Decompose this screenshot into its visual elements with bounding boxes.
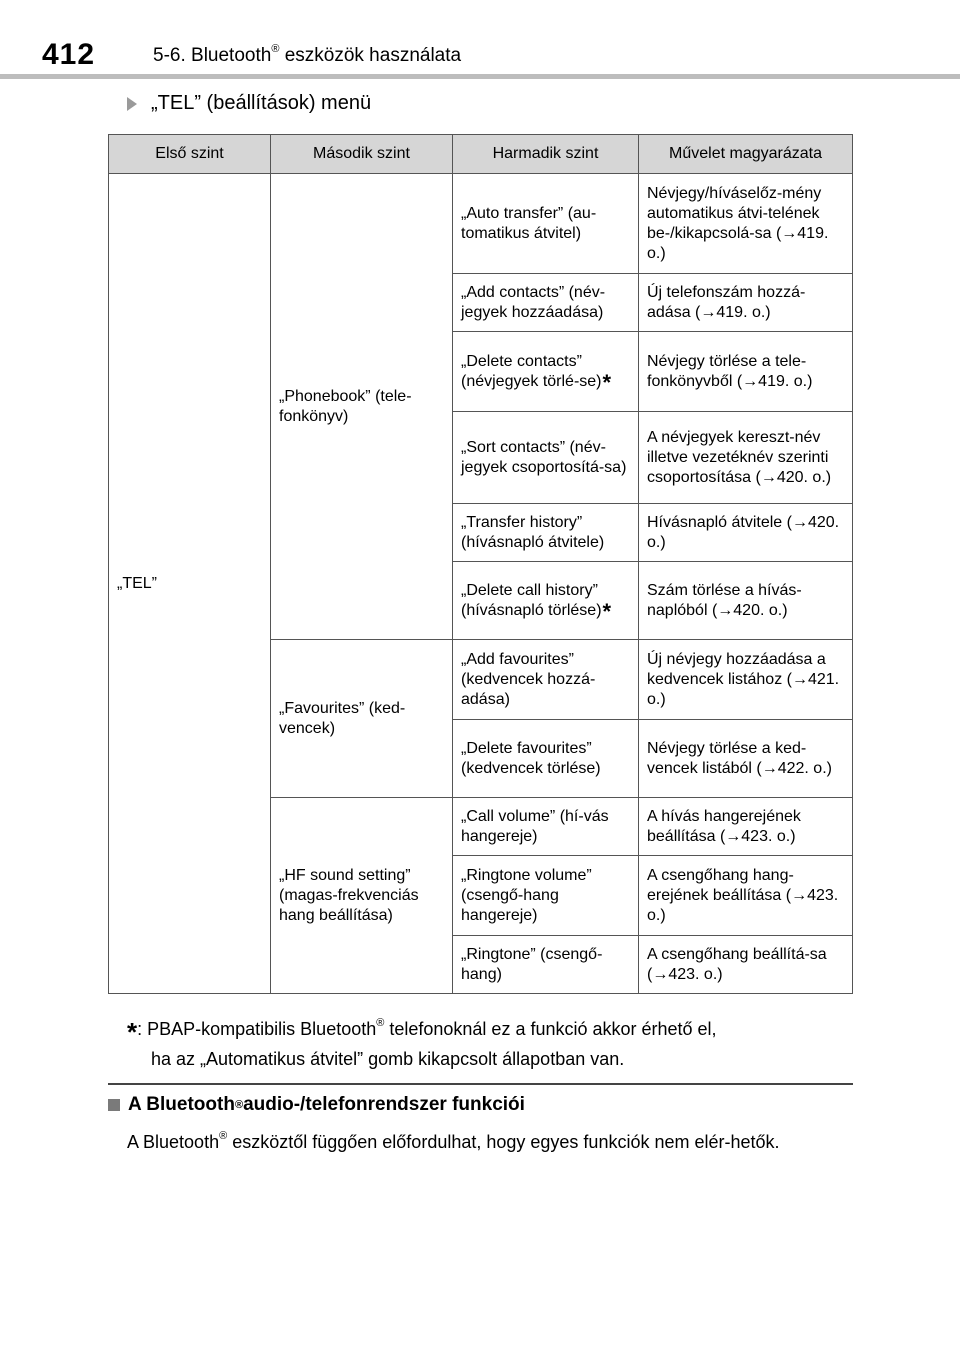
running-head: 5-6. Bluetooth® eszközök használata <box>153 43 462 66</box>
level1-cell: „TEL” <box>109 174 271 994</box>
footnote-line-2: ha az „Automatikus átvitel” gomb kikapcsolt állapotban van. <box>151 1049 625 1069</box>
level3-cell: „Delete favourites” (kedvencek törlése) <box>453 720 639 798</box>
footnote: *: PBAP-kompatibilis Bluetooth® telefonoknál ez a funkció akkor érhető el, ha az „Automatikus átvitel” gomb kikapcsolt állapotban van. <box>127 1010 847 1073</box>
page-number: 412 <box>42 38 96 71</box>
description-cell: Névjegy törlése a tele-fonkönyvből (→419. o.) <box>639 332 853 412</box>
description-cell: Névjegy/híváselőz-mény automatikus átvi-telének be-/kikapcsolá-sa (→419. o.) <box>639 174 853 274</box>
square-bullet-icon <box>108 1099 120 1111</box>
level3-cell: „Delete call history” (hívásnapló törlése)* <box>453 562 639 640</box>
footnote-star: * <box>602 598 612 624</box>
column-header: Első szint <box>109 135 271 174</box>
level3-cell: „Call volume” (hí-vás hangereje) <box>453 798 639 856</box>
description-cell: Névjegy törlése a ked-vencek listából (→422. o.) <box>639 720 853 798</box>
tel-menu-table <box>108 134 853 994</box>
level3-cell: „Auto transfer” (au-tomatikus átvitel) <box>453 174 639 274</box>
level3-cell: „Ringtone volume” (csengő-hang hangereje) <box>453 856 639 936</box>
description-cell: Szám törlése a hívás-naplóból (→420. o.) <box>639 562 853 640</box>
subsection-heading: A Bluetooth ® audio-/telefonrendszer funkciói <box>108 1094 525 1116</box>
header-rule <box>0 74 960 79</box>
level3-cell: „Transfer history” (hívásnapló átvitele) <box>453 504 639 562</box>
footnote-star: * <box>602 369 612 395</box>
level3-cell: „Sort contacts” (név-jegyek csoportosítá-sa) <box>453 412 639 504</box>
level2-cell: „HF sound setting” (magas-frekvenciás hang beállítása) <box>271 798 453 994</box>
column-header: Harmadik szint <box>453 135 639 174</box>
level3-cell: „Add favourites” (kedvencek hozzá-adása) <box>453 640 639 720</box>
level3-cell: „Add contacts” (név-jegyek hozzáadása) <box>453 274 639 332</box>
level3-cell: „Ringtone” (csengő-hang) <box>453 936 639 994</box>
column-header: Művelet magyarázata <box>639 135 853 174</box>
description-cell: Új névjegy hozzáadása a kedvencek listához (→421. o.) <box>639 640 853 720</box>
section-divider <box>108 1083 853 1085</box>
column-header: Második szint <box>271 135 453 174</box>
level2-cell: „Phonebook” (tele-fonkönyv) <box>271 174 453 640</box>
footnote-star-marker: * <box>127 1017 138 1047</box>
description-cell: A névjegyek kereszt-név illetve vezetéknév szerinti csoportosítása (→420. o.) <box>639 412 853 504</box>
section-title: „TEL” (beállítások) menü <box>151 92 372 114</box>
description-cell: A csengőhang beállítá-sa (→423. o.) <box>639 936 853 994</box>
subsection-paragraph: A Bluetooth® eszköztől függően előfordulhat, hogy egyes funkciók nem elér-hetők. <box>127 1130 780 1152</box>
level2-cell: „Favourites” (ked-vencek) <box>271 640 453 798</box>
description-cell: A csengőhang hang-erejének beállítása (→423. o.) <box>639 856 853 936</box>
table-header-row <box>109 135 853 174</box>
description-cell: A hívás hangerejének beállítása (→423. o.) <box>639 798 853 856</box>
section-heading <box>127 92 371 115</box>
table-row <box>109 174 853 274</box>
description-cell: Hívásnapló átvitele (→420. o.) <box>639 504 853 562</box>
description-cell: Új telefonszám hozzá-adása (→419. o.) <box>639 274 853 332</box>
triangle-bullet-icon <box>127 97 137 111</box>
level3-cell: „Delete contacts” (névjegyek törlé-se)* <box>453 332 639 412</box>
